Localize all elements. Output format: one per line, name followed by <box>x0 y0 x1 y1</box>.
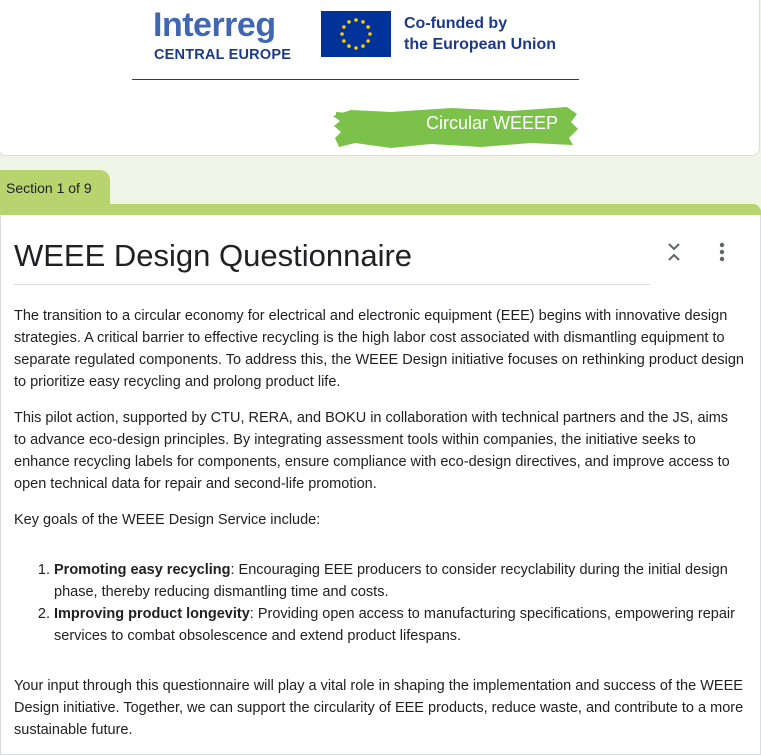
goal-text: : Providing open access to manufacturing specifications, empowering repair services to combat obsolescence and extend product lifespans. <box>54 606 735 644</box>
circular-weeep-logo <box>331 102 579 152</box>
project-name: Circular WEEEP <box>425 113 559 133</box>
title-divider <box>14 284 650 285</box>
eu-flag-icon <box>321 11 391 57</box>
collapse-section-button[interactable] <box>662 240 686 264</box>
goals-list <box>14 559 744 647</box>
more-vert-icon <box>719 242 725 262</box>
list-item <box>54 559 744 603</box>
eu-cofunded-text <box>404 13 556 55</box>
section-label: Section 1 of 9 <box>6 180 92 196</box>
interreg-logo <box>153 5 298 61</box>
more-options-button[interactable] <box>710 240 734 264</box>
interreg-wordmark: Interreg <box>153 6 276 44</box>
description-paragraph: The transition to a circular economy for electrical and electronic equipment (EEE) begins with innovative design strategies. A critical barrier to effective recycling is the high labor cost associated with dismantling equipment to separate regulated components. To address this, the WEEE Design initiative focuses on rethinking product design to prioritize easy recycling and prolong product life. <box>14 308 744 390</box>
closing-paragraph: Your input through this questionnaire will play a vital role in shaping the implementation and success of the WEEE Design initiative. Together, we can support the circularity of EEE products, reduce waste, and contribute to a more sustainable future. <box>14 678 744 738</box>
header-divider <box>132 79 579 80</box>
interreg-subtitle: CENTRAL EUROPE <box>154 47 292 63</box>
goal-title: Promoting easy recycling <box>54 562 231 578</box>
eu-text-line1: Co-funded by <box>404 15 508 32</box>
eu-text-line2: the European Union <box>404 36 556 53</box>
page-title: WEEE Design Questionnaire <box>14 238 413 273</box>
collapse-icon <box>667 242 681 262</box>
goals-intro: Key goals of the WEEE Design Service include: <box>14 512 321 528</box>
header-banner <box>0 0 760 156</box>
list-item <box>54 603 744 647</box>
goal-text: : Encouraging EEE producers to consider recyclability during the initial design phase, thereby reducing dismantling time and costs. <box>54 562 728 600</box>
description-paragraph: This pilot action, supported by CTU, RERA, and BOKU in collaboration with technical partners and the JS, aims to advance eco-design principles. By integrating assessment tools within companies, the initiative seeks to enhance recycling labels for components, ensure compliance with eco-design directives, and improve access to open technical data for repair and second-life promotion. <box>14 410 730 492</box>
goal-title: Improving product longevity <box>54 606 250 622</box>
form-description <box>14 305 744 755</box>
